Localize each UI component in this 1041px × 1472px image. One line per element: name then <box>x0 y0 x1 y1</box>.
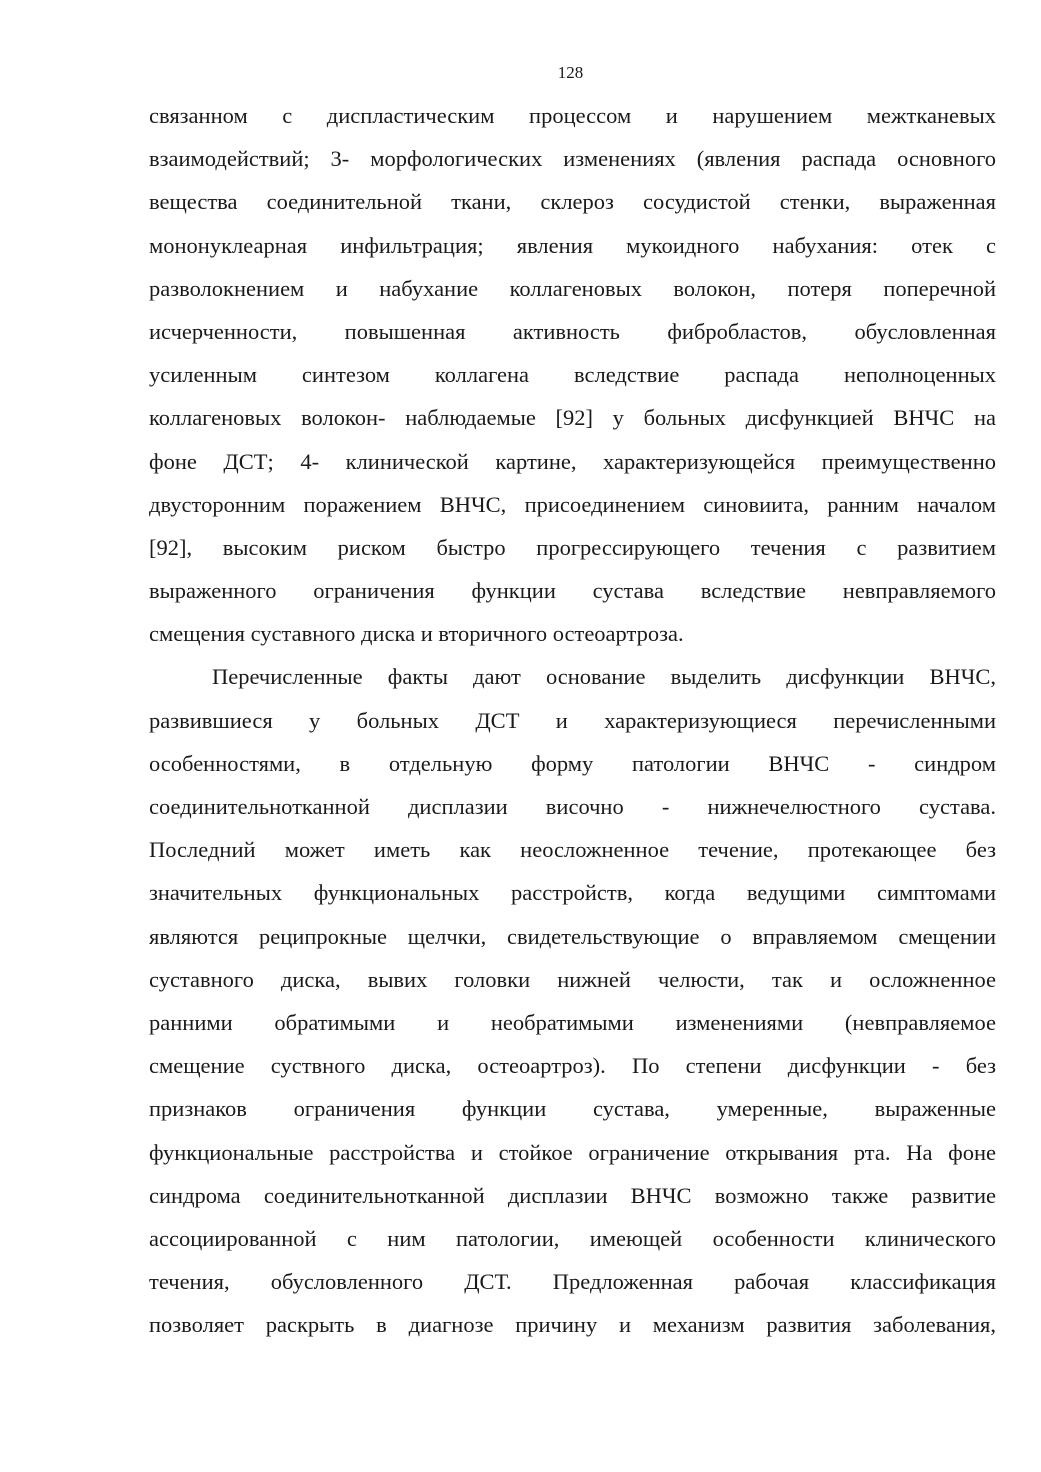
paragraph-1 <box>149 94 996 655</box>
text-line: выраженного ограничения функции сустава вследствие невправляемого <box>149 578 996 604</box>
text-line: особенностями, в отдельную форму патологии ВНЧС - синдром <box>149 750 996 776</box>
text-line: суставного диска, вывих головки нижней челюсти, так и осложненное <box>149 966 996 992</box>
text-line: функциональные расстройства и стойкое ограничение открывания рта. На фоне <box>149 1139 996 1165</box>
paragraph-2 <box>149 655 996 1346</box>
text-line: соединительнотканной дисплазии височно - нижнечелюстного сустава. <box>149 794 996 819</box>
text-line: синдрома соединительнотканной дисплазии ВНЧС возможно также развитие <box>149 1182 996 1208</box>
text-line: являются реципрокные щелчки, свидетельствующие о вправляемом смещении <box>149 923 996 949</box>
text-line: [92], высоким риском быстро прогрессирующего течения с развитием <box>149 534 996 560</box>
text-line: разволокнением и набухание коллагеновых волокон, потеря поперечной <box>149 275 996 301</box>
text-line: вещества соединительной ткани, склероз сосудистой стенки, выраженная <box>149 189 996 215</box>
text-line: фоне ДСТ; 4- клинической картине, характеризующейся преимущественно <box>149 448 996 474</box>
text-line: развившиеся у больных ДСТ и характеризующиеся перечисленными <box>149 707 996 733</box>
text-line: Последний может иметь как неосложненное течение, протекающее без <box>149 837 996 863</box>
text-line: коллагеновых волокон- наблюдаемые [92] у больных дисфункцией ВНЧС на <box>149 405 996 431</box>
text-line: позволяет раскрыть в диагнозе причину и механизм развития заболевания, <box>149 1312 996 1338</box>
text-line: признаков ограничения функции сустава, умеренные, выраженные <box>149 1096 996 1122</box>
text-line: ассоциированной с ним патологии, имеющей особенности клинического <box>149 1225 996 1251</box>
text-line: смещение суствного диска, остеоартроз). По степени дисфункции - без <box>149 1053 996 1079</box>
text-line: усиленным синтезом коллагена вследствие распада неполноценных <box>149 362 996 388</box>
text-line: Перечисленные факты дают основание выделить дисфункции ВНЧС, <box>212 664 996 690</box>
text-line: значительных функциональных расстройств, когда ведущими симптомами <box>149 880 996 906</box>
text-line: течения, обусловленного ДСТ. Предложенная рабочая классификация <box>149 1269 996 1295</box>
text-line: ранними обратимыми и необратимыми изменениями (невправляемое <box>149 1009 996 1035</box>
text-line: двусторонним поражением ВНЧС, присоединением синовиита, ранним началом <box>149 491 996 517</box>
text-line: исчерченности, повышенная активность фибробластов, обусловленная <box>149 318 996 344</box>
text-line: связанном с диспластическим процессом и нарушением межтканевых <box>149 103 996 128</box>
body-text <box>149 94 996 1346</box>
text-line: смещения суставного диска и вторичного остеоартроза. <box>149 621 684 647</box>
text-line: взаимодействий; 3- морфологических изменениях (явления распада основного <box>149 146 996 172</box>
text-line: мононуклеарная инфильтрация; явления мукоидного набухания: отек с <box>149 232 996 258</box>
page-number: 128 <box>557 63 584 82</box>
